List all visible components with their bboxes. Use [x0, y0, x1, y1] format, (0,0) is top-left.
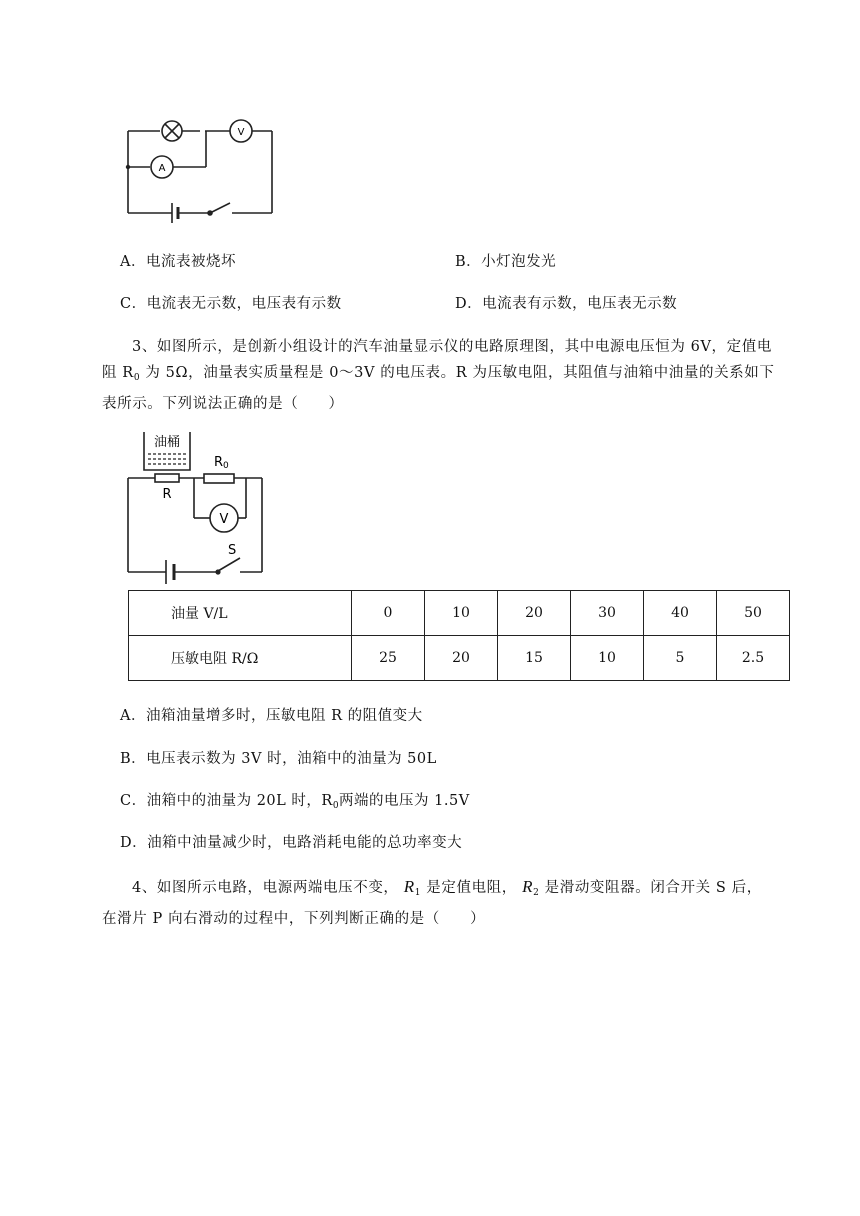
q3-data-table	[128, 590, 790, 681]
row-header-oil: 油量 V/L	[129, 591, 352, 636]
q2-option-c: C．电流表无示数，电压表有示数	[120, 296, 342, 312]
table-cell: 10	[425, 591, 498, 636]
table-cell: 25	[352, 636, 425, 681]
q3-option-c: C．油箱中的油量为 20L 时，$R_0$两端的电压为 1.5V	[120, 793, 470, 811]
ammeter-label: A	[158, 163, 166, 174]
q3-stem-line1: 3、如图所示，是创新小组设计的汽车油量显示仪的电路原理图，其中电源电压恒为 6V，定值电	[132, 339, 772, 355]
table-cell: 20	[498, 591, 571, 636]
q3-stem-line3: 表所示。下列说法正确的是（ ）	[102, 396, 344, 412]
switch-label: S	[228, 543, 237, 558]
q3-circuit-diagram	[122, 428, 272, 584]
q3-option-b: B．电压表示数为 3V 时，油箱中的油量为 50L	[120, 751, 437, 767]
r0-label: R0	[214, 455, 229, 471]
q2-circuit-diagram	[120, 115, 285, 223]
table-cell: 40	[644, 591, 717, 636]
q2-option-d: D．电流表有示数，电压表无示数	[455, 296, 678, 312]
q3-option-d: D．油箱中油量减少时，电路消耗电能的总功率变大	[120, 835, 463, 851]
resistor-r0-icon	[204, 474, 234, 483]
q4-stem-line2: 在滑片 P 向右滑动的过程中，下列判断正确的是（ ）	[102, 911, 486, 927]
table-row	[129, 636, 790, 681]
row-header-resistance: 压敏电阻 R/Ω	[129, 636, 352, 681]
q2-option-b: B．小灯泡发光	[455, 254, 557, 270]
q2-option-a: A．电流表被烧坏	[120, 254, 236, 270]
table-cell: 15	[498, 636, 571, 681]
table-cell: 2.5	[717, 636, 790, 681]
table-cell: 5	[644, 636, 717, 681]
resistor-r-icon	[155, 474, 179, 482]
table-cell: 50	[717, 591, 790, 636]
q3-stem	[102, 334, 802, 417]
table-cell: 30	[571, 591, 644, 636]
table-cell: 0	[352, 591, 425, 636]
q3-stem-line2: 阻 $R_0$ 为 5Ω，油量表实质量程是 0～3V 的电压表。R 为压敏电阻，其阻值与油箱中油量的关系如下	[102, 365, 775, 383]
voltmeter-label: V	[237, 127, 245, 138]
q4-stem	[102, 874, 802, 932]
voltmeter-label: V	[219, 512, 229, 527]
q4-stem-line1: 4、如图所示电路，电源两端电压不变， $R_1$ 是定值电阻， $R_2$ 是滑动变阻器。闭合开关 S 后，	[132, 877, 762, 898]
r-label: R	[162, 487, 172, 502]
oil-tank-label: 油桶	[153, 435, 181, 450]
table-cell: 20	[425, 636, 498, 681]
table-row	[129, 591, 790, 636]
q3-option-a: A．油箱油量增多时，压敏电阻 R 的阻值变大	[120, 708, 423, 724]
table-cell: 10	[571, 636, 644, 681]
